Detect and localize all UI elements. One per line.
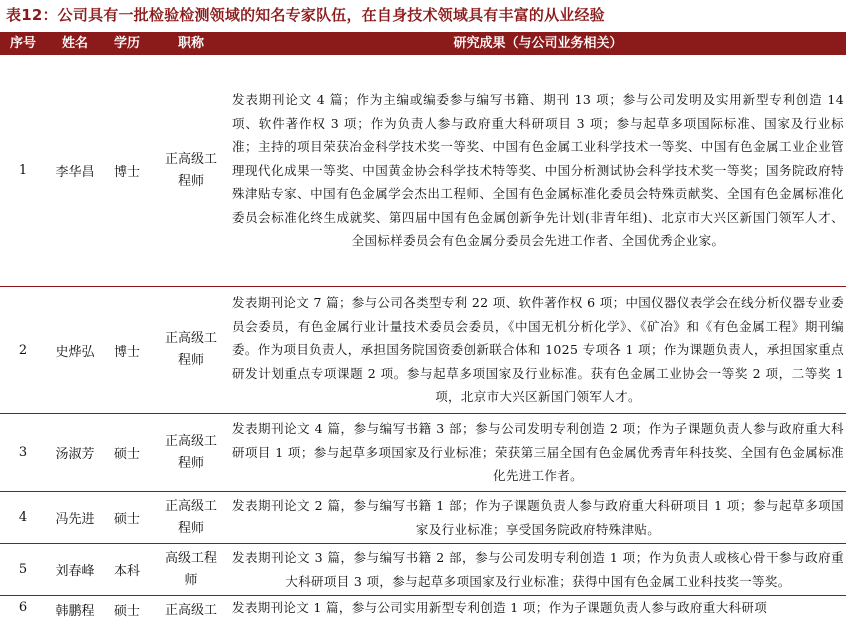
row-name: 冯先进 bbox=[55, 512, 95, 527]
row-no: 6 bbox=[18, 600, 28, 615]
row-degree: 博士 bbox=[113, 344, 140, 360]
row-name: 刘春峰 bbox=[55, 564, 95, 579]
row-title: 高级工程师 bbox=[164, 550, 217, 588]
row-name: 韩鹏程 bbox=[55, 604, 95, 619]
header-degree: 学历 bbox=[113, 36, 140, 51]
table-row bbox=[0, 596, 846, 626]
achievements-text: 发表期刊论文 4 篇；作为主编或编委参与编写书籍、期刊 13 项；参与公司发明及实用新型专利创造 14 项、软件著作权 3 项；作为负责人参与政府重大科研项目 3 项；参与起草多项国际标准、国家及行业标准；主持的项目荣获冶金科学技术奖一等奖、中国有色金属工业科学技术一等奖、中国有色金属工业企业管理现代化成果一等奖、中国黄金协会科学技术特等奖、中国分析测试协会科学技术奖一等奖；国务院政府特殊津贴专家、中国有色金属学会杰出工程师、全国有色金属标准化委员会特殊贡献奖、全国有色金属标准化委员会标准化终生成就奖、第四届中国有色金属创新争先计划(非青年组)、北京市大兴区新国门领军人才、全国标样委员会有色金属分委员会先进工作者、全国优秀企业家。 bbox=[232, 92, 844, 249]
row-achievements bbox=[232, 596, 844, 626]
row-achievements bbox=[232, 287, 844, 413]
table-row bbox=[0, 55, 846, 287]
row-title: 正高级工程师 bbox=[164, 433, 217, 471]
row-title: 正高级工程师 bbox=[164, 151, 217, 189]
table-row bbox=[0, 287, 846, 414]
row-no: 2 bbox=[18, 342, 28, 358]
row-no: 1 bbox=[18, 163, 28, 178]
table-row bbox=[0, 492, 846, 544]
row-degree: 硕士 bbox=[113, 447, 140, 462]
header-achievements: 研究成果（与公司业务相关） bbox=[453, 36, 623, 51]
row-achievements bbox=[232, 414, 844, 491]
row-achievements bbox=[232, 55, 844, 286]
header-no: 序号 bbox=[9, 36, 36, 51]
row-degree: 博士 bbox=[113, 165, 140, 180]
table-row bbox=[0, 414, 846, 492]
row-title: 正高级工程师 bbox=[164, 498, 217, 536]
header-title: 职称 bbox=[177, 36, 204, 51]
row-achievements bbox=[232, 544, 844, 595]
row-name: 李华昌 bbox=[55, 165, 95, 180]
row-degree: 硕士 bbox=[113, 512, 140, 527]
row-no: 5 bbox=[18, 562, 28, 577]
row-name: 汤淑芳 bbox=[55, 447, 95, 462]
row-title: 正高级工 bbox=[164, 603, 217, 618]
table-row bbox=[0, 544, 846, 596]
row-achievements bbox=[232, 492, 844, 543]
row-name: 史烨弘 bbox=[55, 344, 95, 360]
achievements-text: 发表期刊论文 2 篇，参与编写书籍 1 部；作为子课题负责人参与政府重大科研项目 1 项；参与起草多项国家及行业标准；享受国务院政府特殊津贴。 bbox=[232, 498, 844, 537]
achievements-text: 发表期刊论文 7 篇；参与公司各类型专利 22 项、软件著作权 6 项；中国仪器仪表学会在线分析仪器专业委员会委员，有色金属行业计量技术委员会委员，《中国无机分析化学》、《矿冶》和《有色金属工程》期刊编委。作为项目负责人，承担国务院国资委创新联合体和 1025 专项各 1 项；作为课题负责人，承担国家重点研发计划重点专项课题 2 项。参与起草多项国家及行业标准。获有色金属工业协会一等奖 2 项，二等奖 1 项，北京市大兴区新国门领军人才。 bbox=[232, 295, 844, 405]
row-degree: 本科 bbox=[113, 564, 140, 579]
table-caption: 表12：公司具有一批检验检测领域的知名专家队伍，在自身技术领域具有丰富的从业经验 bbox=[6, 6, 605, 24]
header-name: 姓名 bbox=[61, 36, 88, 51]
table-header bbox=[0, 32, 846, 55]
row-degree: 硕士 bbox=[113, 604, 140, 619]
achievements-text: 发表期刊论文 4 篇，参与编写书籍 3 部；参与公司发明专利创造 2 项；作为子课题负责人参与政府重大科研项目 1 项；参与起草多项国家及行业标准；荣获第三届全国有色金属优秀青年科技奖、全国有色金属标准化先进工作者。 bbox=[232, 421, 844, 484]
row-no: 4 bbox=[18, 510, 28, 525]
row-title: 正高级工程师 bbox=[164, 331, 217, 368]
achievements-text: 发表期刊论文 3 篇，参与编写书籍 2 部，参与公司发明专利创造 1 项；作为负责人或核心骨干参与政府重大科研项目 3 项，参与起草多项国家及行业标准；获得中国有色金属工业科技奖一等奖。 bbox=[232, 550, 844, 589]
row-no: 3 bbox=[18, 445, 28, 460]
achievements-text: 发表期刊论文 1 篇，参与公司实用新型专利创造 1 项；作为子课题负责人参与政府重大科研项 bbox=[232, 600, 768, 615]
